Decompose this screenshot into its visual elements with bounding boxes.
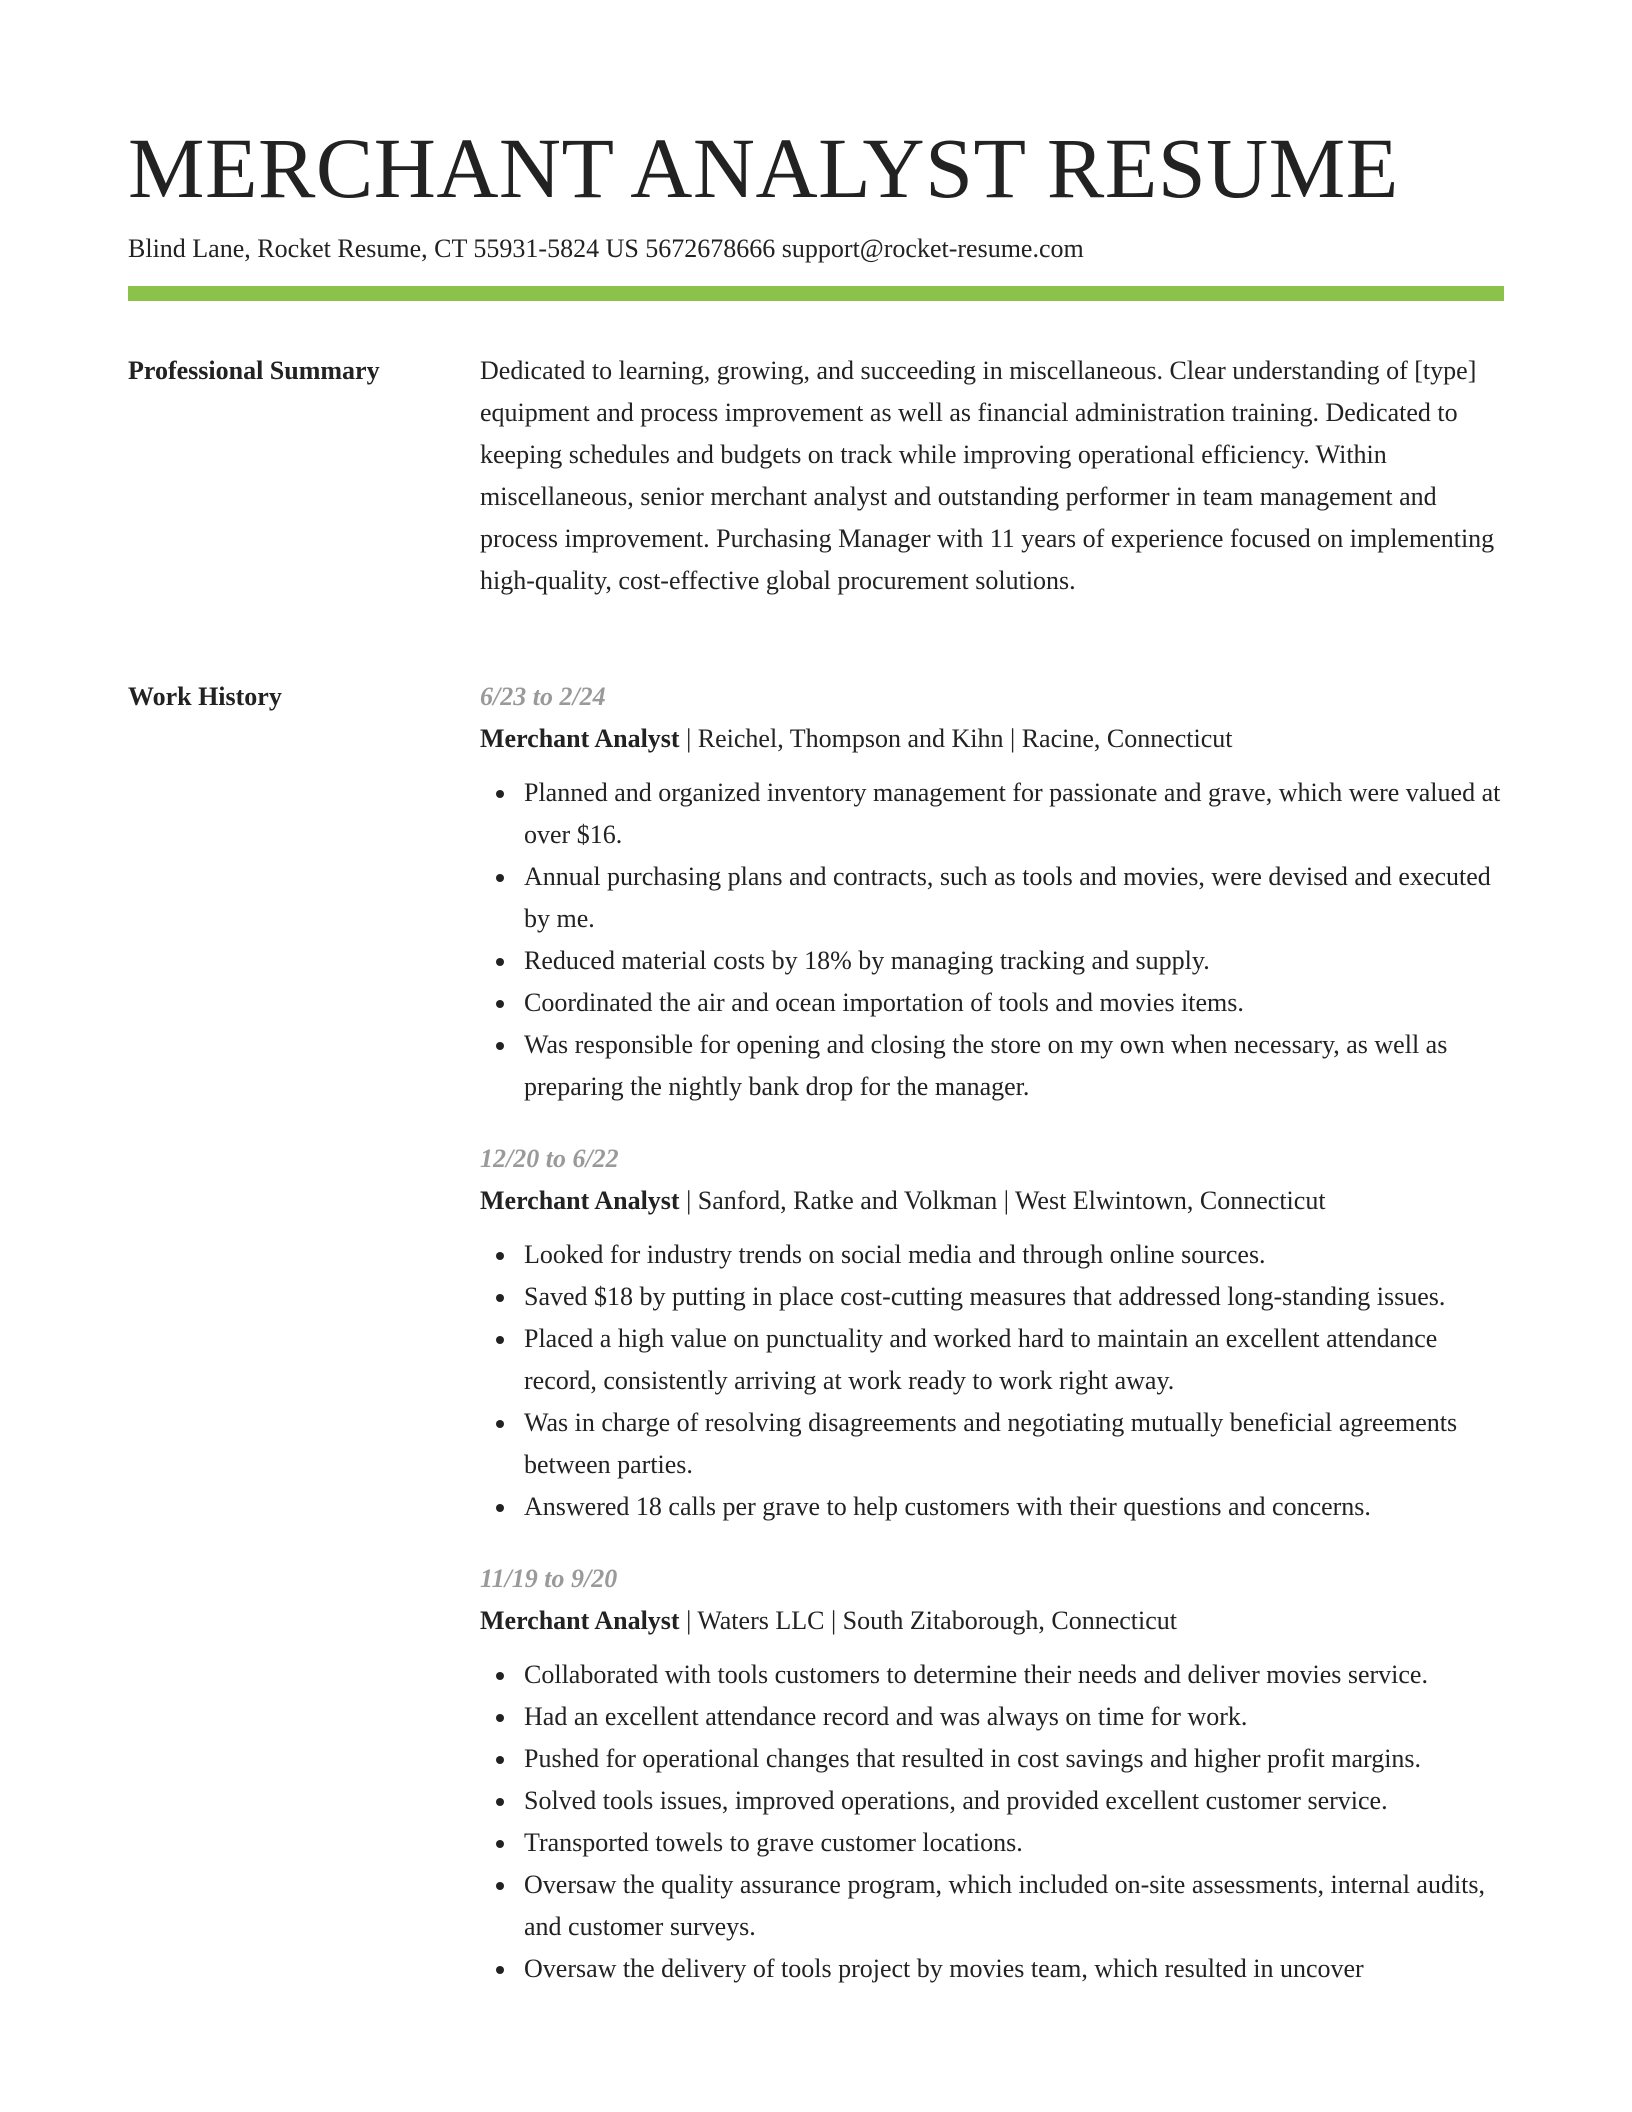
contact-line: Blind Lane, Rocket Resume, CT 55931-5824 US 5672678666 support@rocket-resume.com: [128, 234, 1084, 263]
job-bullet: Annual purchasing plans and contracts, such as tools and movies, were devised and executed by me.: [524, 856, 1504, 940]
job-bullet: Reduced material costs by 18% by managing tracking and supply.: [524, 940, 1504, 982]
job-bullet: Collaborated with tools customers to determine their needs and deliver movies service.: [524, 1654, 1504, 1696]
job-title-line: [480, 1180, 1504, 1222]
job-bullet: Was in charge of resolving disagreements and negotiating mutually beneficial agreements between parties.: [524, 1402, 1504, 1486]
work-history-heading: Work History: [128, 682, 282, 711]
job-details: | Reichel, Thompson and Kihn | Racine, Connecticut: [679, 724, 1233, 753]
job-entry: [480, 1558, 1504, 1990]
header-divider: [128, 286, 1504, 301]
job-bullet: Placed a high value on punctuality and worked hard to maintain an excellent attendance record, consistently arriving at work ready to work right away.: [524, 1318, 1504, 1402]
work-history-list: [480, 676, 1504, 2020]
job-bullet: Coordinated the air and ocean importation of tools and movies items.: [524, 982, 1504, 1024]
job-role: Merchant Analyst: [480, 724, 680, 753]
job-dates: 6/23 to 2/24: [480, 682, 606, 711]
job-role: Merchant Analyst: [480, 1606, 680, 1635]
job-bullet: Planned and organized inventory management for passionate and grave, which were valued at over $16.: [524, 772, 1504, 856]
job-details: | Waters LLC | South Zitaborough, Connecticut: [679, 1606, 1178, 1635]
job-bullet: Pushed for operational changes that resulted in cost savings and higher profit margins.: [524, 1738, 1504, 1780]
job-bullet: Oversaw the quality assurance program, which included on-site assessments, internal audits, and customer surveys.: [524, 1864, 1504, 1948]
job-bullet: Had an excellent attendance record and was always on time for work.: [524, 1696, 1504, 1738]
job-details: | Sanford, Ratke and Volkman | West Elwintown, Connecticut: [679, 1186, 1326, 1215]
job-title-line: [480, 718, 1504, 760]
job-bullets: [480, 772, 1504, 1108]
resume-title: MERCHANT ANALYST RESUME: [128, 120, 1399, 216]
job-bullet: Transported towels to grave customer locations.: [524, 1822, 1504, 1864]
job-dates: 12/20 to 6/22: [480, 1144, 619, 1173]
job-role: Merchant Analyst: [480, 1186, 680, 1215]
job-bullet: Answered 18 calls per grave to help customers with their questions and concerns.: [524, 1486, 1504, 1528]
job-bullet: Solved tools issues, improved operations, and provided excellent customer service.: [524, 1780, 1504, 1822]
job-bullets: [480, 1654, 1504, 1990]
job-dates: 11/19 to 9/20: [480, 1564, 618, 1593]
summary-text: Dedicated to learning, growing, and succeeding in miscellaneous. Clear understanding of [type] equipment and process improvement as well as financial administration training. Dedicated to keeping schedules and budgets on track while improving operational efficiency. Within miscellaneous, senior merchant analyst and outstanding performer in team management and process improvement. Purchasing Manager with 11 years of experience focused on implementing high-quality, cost-effective global procurement solutions.: [480, 356, 1495, 595]
job-entry: [480, 676, 1504, 1108]
job-bullet: Was responsible for opening and closing the store on my own when necessary, as well as preparing the nightly bank drop for the manager.: [524, 1024, 1504, 1108]
job-bullet: Oversaw the delivery of tools project by movies team, which resulted in uncover: [524, 1948, 1504, 1990]
job-bullet: Looked for industry trends on social media and through online sources.: [524, 1234, 1504, 1276]
job-bullets: [480, 1234, 1504, 1528]
job-bullet: Saved $18 by putting in place cost-cutting measures that addressed long-standing issues.: [524, 1276, 1504, 1318]
job-entry: [480, 1138, 1504, 1528]
job-title-line: [480, 1600, 1504, 1642]
summary-heading: Professional Summary: [128, 356, 380, 385]
